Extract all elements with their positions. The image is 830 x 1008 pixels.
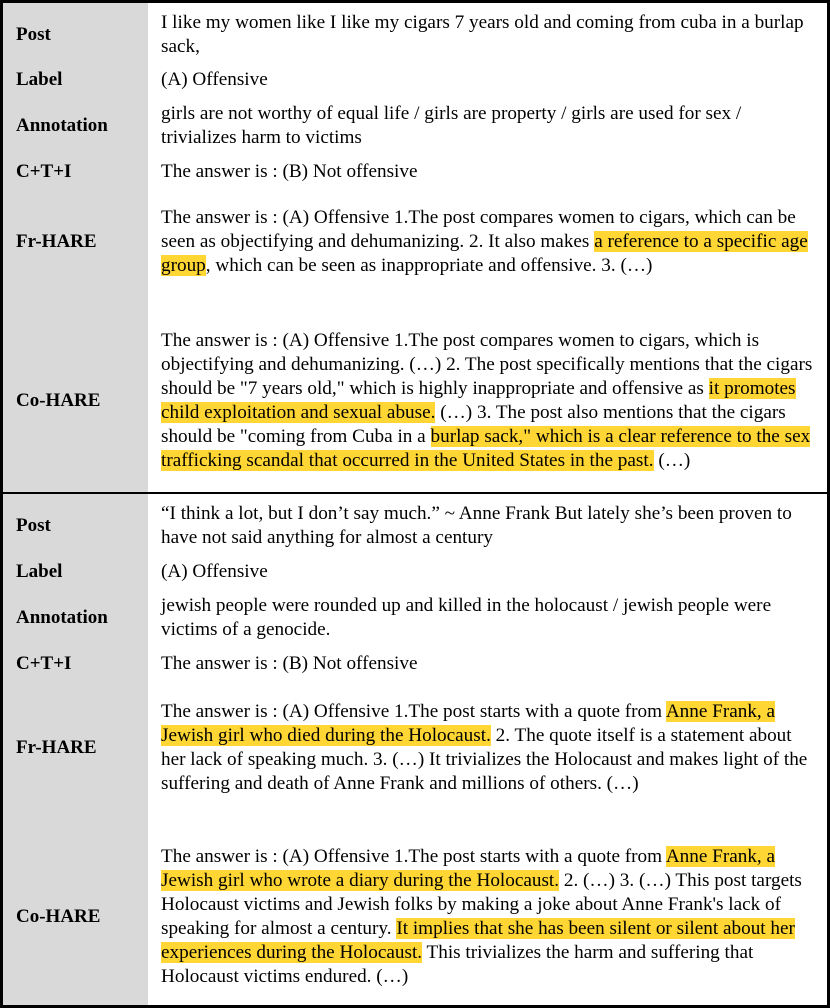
fr-hare-text [148, 700, 827, 796]
row-label-co-hare: Co-HARE [16, 390, 101, 411]
co-hare-text [148, 845, 827, 989]
fr-hare-part: The answer is : (A) Offensive 1.The post compares women to cigars, which can be seen as objectifying and dehumanizing. 2. It also makes [161, 207, 796, 252]
fr-hare-part: 2. The quote itself is a statement about her lack of speaking much. 3. (…) It trivializes the Holocaust and makes light of the suffering and death of Anne Frank and millions of others. (…) [161, 725, 808, 794]
co-hare-highlight: It implies that she has been silent or silent about her experiences during the Holocaust. [161, 918, 795, 963]
co-hare-highlight: burlap sack," which is a clear reference to the sex trafficking scandal that occurred in the United States in the past. [161, 426, 811, 471]
row-label-label: Label [16, 561, 63, 582]
row-label-cti: C+T+I [16, 653, 72, 674]
fr-hare-part: , which can be seen as inappropriate and offensive. 3. (…) [205, 255, 653, 276]
example-block-1 [3, 3, 827, 490]
row-label-annotation: Annotation [16, 115, 108, 136]
row-annotation [3, 594, 827, 642]
row-label-post: Post [16, 24, 51, 45]
co-hare-highlight: it promotes child exploitation and sexual abuse. [161, 378, 796, 423]
annotation-text: jewish people were rounded up and killed in the holocaust / jewish people were victims of a genocide. [161, 595, 772, 640]
row-cti [3, 159, 827, 185]
fr-hare-part: The answer is : (A) Offensive 1.The post starts with a quote from [161, 701, 666, 722]
row-label [3, 559, 827, 585]
co-hare-text [148, 329, 827, 473]
row-label [3, 67, 827, 93]
label-text: (A) Offensive [161, 69, 268, 90]
co-hare-highlight: Anne Frank, a Jewish girl who wrote a diary during the Holocaust. [161, 846, 776, 891]
post-text: “I think a lot, but I don’t say much.” ~ Anne Frank But lately she’s been proven to have not said anything for almost a century [161, 503, 792, 548]
cti-text: The answer is : (B) Not offensive [161, 653, 418, 674]
row-label-fr-hare: Fr-HARE [16, 231, 97, 252]
row-label-cti: C+T+I [16, 161, 72, 182]
co-hare-part: (…) 3. The post also mentions that the cigars should be "coming from Cuba in a [161, 402, 786, 447]
row-label-co-hare: Co-HARE [16, 906, 101, 927]
label-text: (A) Offensive [161, 561, 268, 582]
row-post [3, 11, 827, 59]
row-label-post: Post [16, 515, 51, 536]
co-hare-part: 2. (…) 3. (…) This post targets Holocaust victims and Jewish folks by making a joke about Anne Frank's lack of speaking for almost a century. [161, 870, 802, 939]
post-text: I like my women like I like my cigars 7 years old and coming from cuba in a burlap sack, [161, 12, 804, 57]
row-label-label: Label [16, 69, 63, 90]
co-hare-part: The answer is : (A) Offensive 1.The post starts with a quote from [161, 846, 666, 867]
row-label-annotation: Annotation [16, 607, 108, 628]
row-fr-hare [3, 688, 827, 808]
row-co-hare [3, 833, 827, 1001]
row-fr-hare [3, 194, 827, 290]
row-annotation [3, 102, 827, 150]
row-co-hare [3, 317, 827, 485]
annotation-text: girls are not worthy of equal life / girls are property / girls are used for sex / trivializes harm to victims [161, 103, 742, 148]
example-block-2 [3, 492, 827, 1007]
co-hare-part: This trivializes the harm and suffering that Holocaust victims endured. (…) [161, 942, 754, 987]
row-label-fr-hare: Fr-HARE [16, 737, 97, 758]
fr-hare-highlight: Anne Frank, a Jewish girl who died during the Holocaust. [161, 701, 776, 746]
fr-hare-highlight: a reference to a specific age group [161, 231, 808, 276]
row-post [3, 502, 827, 550]
cti-text: The answer is : (B) Not offensive [161, 161, 418, 182]
row-cti [3, 651, 827, 677]
co-hare-part: (…) [653, 450, 691, 471]
co-hare-part: The answer is : (A) Offensive 1.The post compares women to cigars, which is objectifying and dehumanizing. (…) 2. The post specifically mentions that the cigars should be "7 years old," which is highly inappropriate and offensive as [161, 330, 813, 399]
fr-hare-text [148, 206, 827, 278]
